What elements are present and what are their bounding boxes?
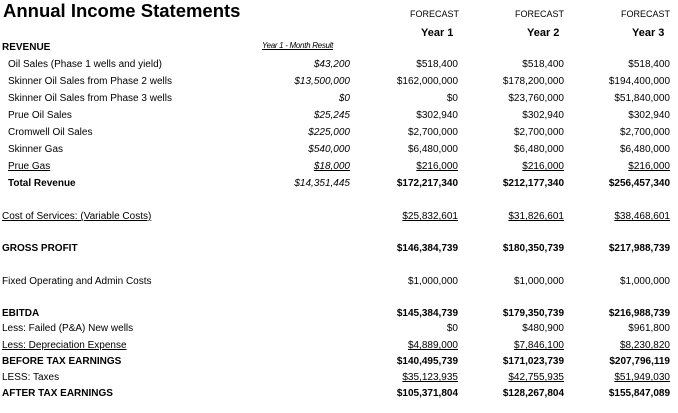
year2-value: $480,900 — [522, 323, 564, 334]
year3-value: $194,400,000 — [608, 76, 670, 87]
year3-value: $8,230,820 — [619, 340, 670, 351]
year2-value: $23,760,000 — [508, 93, 564, 104]
row-label: Skinner Oil Sales from Phase 2 wells — [8, 76, 172, 87]
row-label: Prue Gas — [8, 161, 51, 172]
month-value: $13,500,000 — [294, 76, 350, 87]
table-row — [0, 39, 678, 56]
row-label: Total Revenue — [8, 178, 76, 189]
row-label: AFTER TAX EARNINGS — [2, 388, 113, 399]
table-row — [0, 337, 678, 354]
year2-value: $178,200,000 — [502, 76, 564, 87]
year3-value: $961,800 — [628, 323, 670, 334]
year2-value: $7,846,100 — [513, 340, 564, 351]
year1-value: $140,495,739 — [396, 356, 458, 367]
table-row — [0, 240, 678, 257]
year1-value: $105,371,804 — [396, 388, 458, 399]
year1-value: $6,480,000 — [407, 144, 458, 155]
year-header-1: Year 1 — [421, 27, 454, 39]
year2-value: $42,755,935 — [508, 372, 564, 383]
table-row — [0, 208, 678, 225]
month-value: $18,000 — [313, 161, 350, 172]
row-label: Cost of Services: (Variable Costs) — [2, 211, 152, 222]
table-row — [0, 107, 678, 124]
page-title: Annual Income Statements — [3, 0, 241, 21]
year3-value: $216,988,739 — [608, 308, 670, 319]
row-label: Less: Failed (P&A) New wells — [2, 323, 134, 334]
table-row — [0, 158, 678, 175]
year3-value: $256,457,340 — [608, 178, 670, 189]
month-value: $225,000 — [308, 127, 350, 138]
month-value: $540,000 — [308, 144, 350, 155]
year1-value: $302,940 — [416, 110, 458, 121]
year3-value: $216,000 — [628, 161, 670, 172]
year-header-3: Year 3 — [632, 27, 665, 39]
month-value: $43,200 — [313, 59, 350, 70]
table-row — [0, 73, 678, 90]
year2-value: $128,267,804 — [502, 388, 564, 399]
year1-value: $216,000 — [416, 161, 458, 172]
table-row — [0, 175, 678, 192]
row-label: BEFORE TAX EARNINGS — [2, 356, 122, 367]
table-row — [0, 320, 678, 337]
row-label: Prue Oil Sales — [8, 110, 72, 121]
year2-value: $171,023,739 — [502, 356, 564, 367]
row-label: LESS: Taxes — [2, 372, 60, 383]
year3-value: $51,949,030 — [614, 372, 670, 383]
table-row — [0, 273, 678, 290]
table-row — [0, 124, 678, 141]
forecast-header-3: FORECAST — [621, 9, 671, 19]
year2-value: $216,000 — [522, 161, 564, 172]
year3-value: $2,700,000 — [619, 127, 670, 138]
row-label: Cromwell Oil Sales — [8, 127, 93, 138]
row-label: GROSS PROFIT — [2, 243, 78, 254]
year1-value: $0 — [446, 323, 458, 334]
year2-value: $518,400 — [522, 59, 564, 70]
month-value: $0 — [338, 93, 350, 104]
table-row — [0, 369, 678, 386]
row-label: EBITDA — [2, 308, 40, 319]
year1-value: $2,700,000 — [407, 127, 458, 138]
forecast-header-2: FORECAST — [515, 9, 565, 19]
year3-value: $518,400 — [628, 59, 670, 70]
row-label: Skinner Oil Sales from Phase 3 wells — [8, 93, 172, 104]
year2-value: $302,940 — [522, 110, 564, 121]
year2-value: $179,350,739 — [502, 308, 564, 319]
row-label: REVENUE — [2, 42, 51, 53]
row-label: Fixed Operating and Admin Costs — [2, 276, 152, 287]
year2-value: $1,000,000 — [513, 276, 564, 287]
year3-value: $38,468,601 — [614, 211, 670, 222]
year3-value: $217,988,739 — [608, 243, 670, 254]
row-label: Oil Sales (Phase 1 wells and yield) — [8, 59, 162, 70]
year3-value: $207,796,119 — [609, 356, 670, 367]
year1-value: $1,000,000 — [407, 276, 458, 287]
year2-value: $2,700,000 — [513, 127, 564, 138]
year3-value: $155,847,089 — [608, 388, 670, 399]
year1-value: $172,217,340 — [396, 178, 458, 189]
year1-value: $25,832,601 — [402, 211, 458, 222]
year1-value: $518,400 — [416, 59, 458, 70]
table-row — [0, 141, 678, 158]
year2-value: $31,826,601 — [508, 211, 564, 222]
year1-value: $35,123,935 — [402, 372, 458, 383]
year3-value: $302,940 — [628, 110, 670, 121]
year2-value: $180,350,739 — [502, 243, 564, 254]
month-result-header: Year 1 - Month Result — [262, 41, 334, 50]
year-header-2: Year 2 — [527, 27, 560, 39]
year2-value: $212,177,340 — [502, 178, 564, 189]
year2-value: $6,480,000 — [513, 144, 564, 155]
month-value: $25,245 — [313, 110, 350, 121]
table-row — [0, 353, 678, 370]
table-row — [0, 90, 678, 107]
year1-value: $146,384,739 — [396, 243, 458, 254]
forecast-header-1: FORECAST — [410, 9, 460, 19]
table-row — [0, 56, 678, 73]
table-row — [0, 385, 678, 402]
year1-value: $145,384,739 — [396, 308, 458, 319]
month-value: $14,351,445 — [294, 178, 350, 189]
year1-value: $162,000,000 — [396, 76, 458, 87]
year3-value: $51,840,000 — [614, 93, 670, 104]
year3-value: $6,480,000 — [619, 144, 670, 155]
row-label: Less: Depreciation Expense — [2, 340, 127, 351]
year1-value: $0 — [446, 93, 458, 104]
row-label: Skinner Gas — [8, 144, 64, 155]
year3-value: $1,000,000 — [619, 276, 670, 287]
year1-value: $4,889,000 — [407, 340, 458, 351]
